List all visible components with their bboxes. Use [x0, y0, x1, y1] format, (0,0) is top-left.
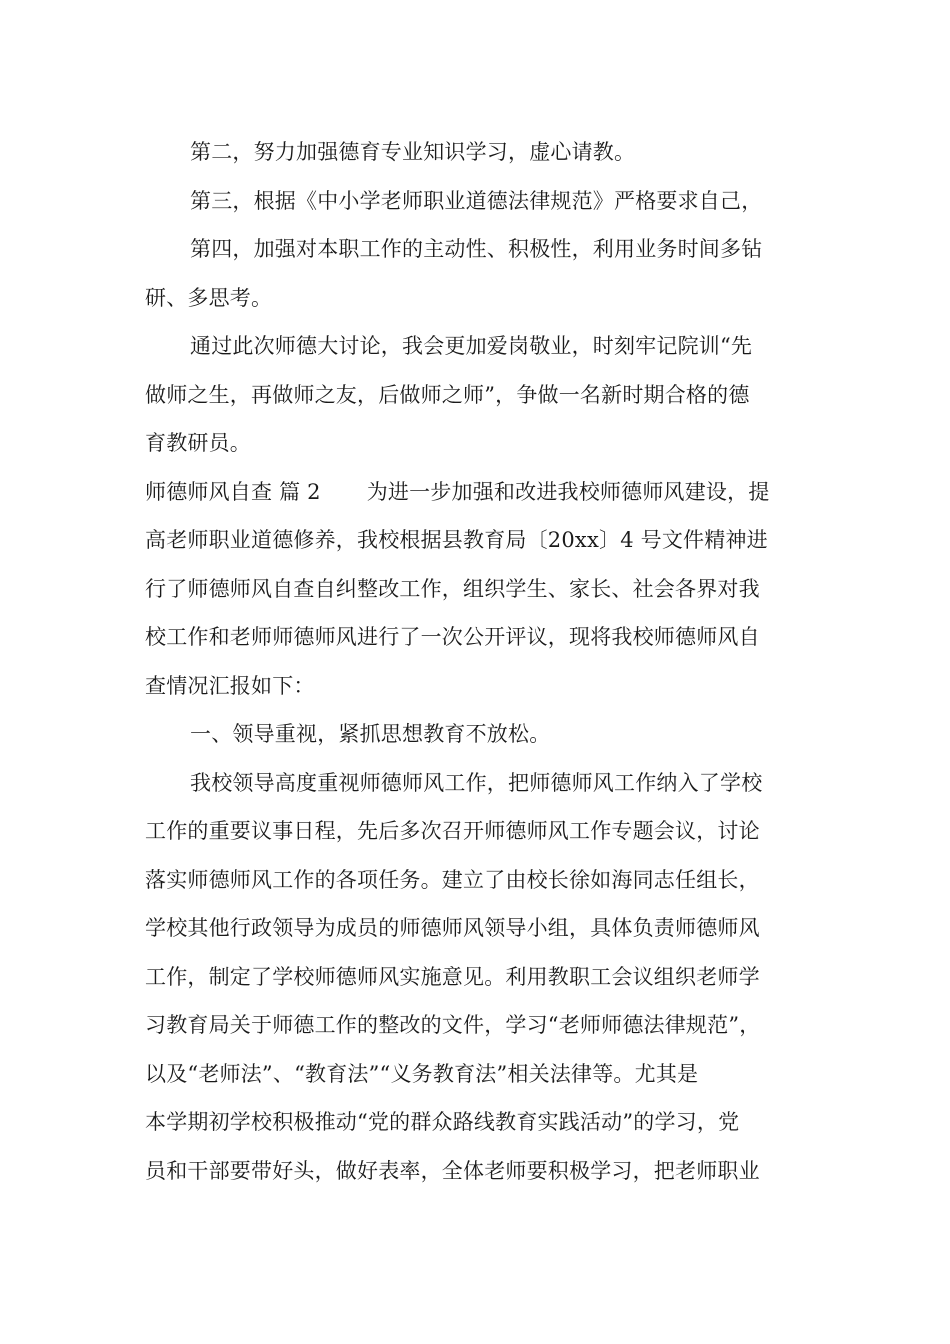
section-heading: 师德师风自查 篇 2: [145, 479, 321, 504]
paragraph-line: 本学期初学校积极推动“党的群众路线教育实践活动”的学习，党: [145, 1110, 740, 1134]
section-heading-line: [145, 468, 815, 517]
paragraph-line: 行了师德师风自查自纠整改工作，组织学生、家长、社会各界对我: [145, 576, 760, 601]
paragraph-line: 工作，制定了学校师德师风实施意见。利用教职工会议组织老师学: [145, 964, 760, 989]
paragraph-line: 第四，加强对本职工作的主动性、积极性，利用业务时间多钻: [190, 237, 763, 261]
paragraph-line: 学校其他行政领导为成员的师德师风领导小组，具体负责师德师风: [145, 916, 760, 940]
paragraph-line: 落实师德师风工作的各项任务。建立了由校长徐如海同志任组长，: [145, 867, 760, 892]
paragraph-text: 为进一步加强和改进我校师德师风建设，提: [366, 479, 770, 504]
paragraph-line: 查情况汇报如下：: [145, 673, 315, 698]
paragraph-line: 员和干部要带好头，做好表率，全体老师要积极学习，把老师职业: [145, 1158, 760, 1183]
paragraph-line: 通过此次师德大讨论，我会更加爱岗敬业，时刻牢记院训“先: [190, 334, 753, 358]
paragraph-line: 高老师职业道德修养，我校根据县教育局〔20xx〕4 号文件精神进: [145, 528, 768, 552]
paragraph-line: 做师之生，再做师之友，后做师之师”，争做一名新时期合格的德: [145, 382, 750, 407]
paragraph-line: 第二，努力加强德育专业知识学习，虚心请教。: [190, 140, 636, 164]
subheading-line: 一、领导重视，紧抓思想教育不放松。: [190, 722, 551, 746]
paragraph-line: 工作的重要议事日程，先后多次召开师德师风工作专题会议，讨论: [145, 819, 760, 843]
paragraph-line: 研、多思考。: [145, 285, 273, 310]
document-body: [145, 128, 815, 1195]
paragraph-line: 习教育局关于师德工作的整改的文件，学习“老师师德法律规范”，: [145, 1013, 761, 1037]
paragraph-line: 第三，根据《中小学老师职业道德法律规范》严格要求自己，: [190, 188, 763, 213]
paragraph-line: 我校领导高度重视师德师风工作，把师德师风工作纳入了学校: [190, 770, 763, 795]
paragraph-line: 校工作和老师师德师风进行了一次公开评议，现将我校师德师风自: [145, 625, 760, 649]
paragraph-line: 以及“老师法”、“教育法”“义务教育法”相关法律等。尤其是: [145, 1061, 699, 1086]
paragraph-line: 育教研员。: [145, 431, 251, 455]
